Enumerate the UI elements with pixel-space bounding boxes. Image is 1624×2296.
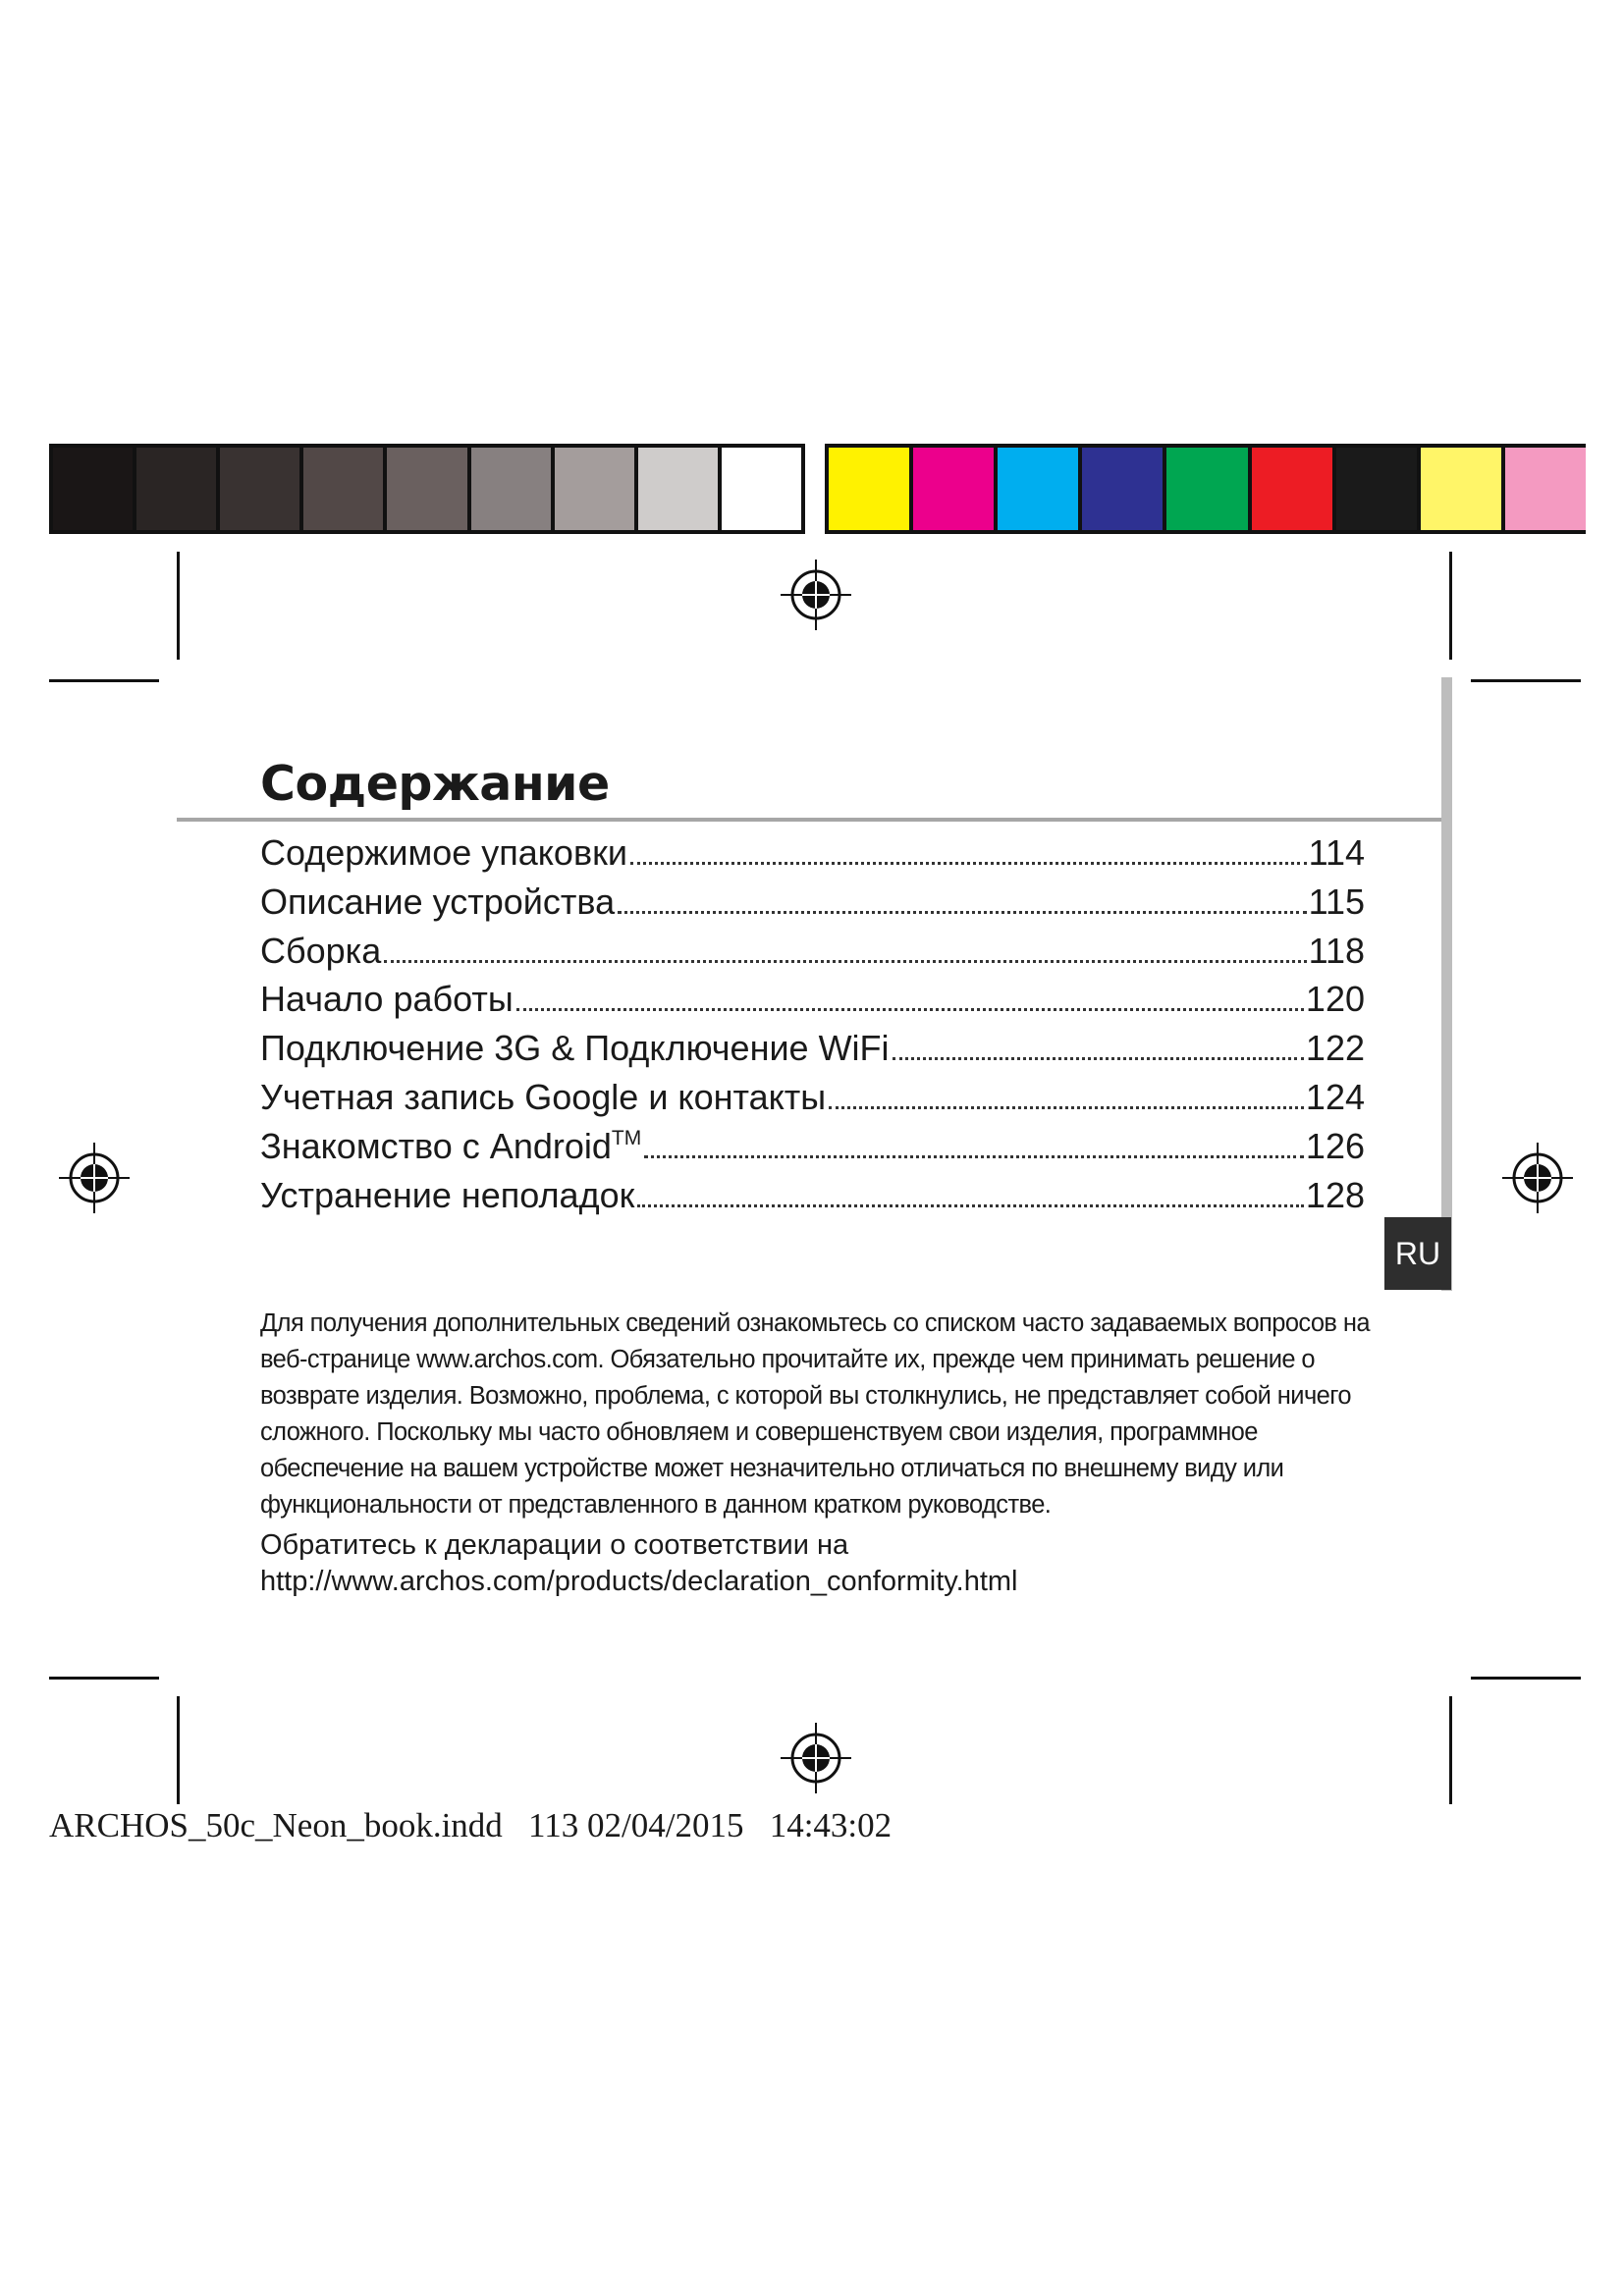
toc-entry-label: Сборка [260,930,382,971]
color-swatch [1336,448,1417,530]
toc-entry-label: Подключение 3G & Подключение WiFi [260,1028,890,1069]
toc-entry-label: Учетная запись Google и контакты [260,1076,827,1117]
toc-entry-page: 120 [1305,979,1365,1020]
crop-mark-bottom-left [177,1696,180,1804]
table-of-contents [260,832,1365,1223]
crop-mark-top-left [177,552,180,660]
toc-entry[interactable] [260,1126,1365,1175]
toc-entry-page: 115 [1308,881,1365,922]
gray-swatch [136,448,216,530]
toc-leader-dots [618,911,1306,914]
info-paragraph: Для получения дополнительных сведений ознакомьтесь со списком часто задаваемых вопросов на веб-странице www.archos.com. Обязательно прочитайте их, прежде чем принимать решение о возврате изделия. Возможно, проблема, с которой вы столкнулись, не представляет собой ничего сложного. Поскольку мы часто обновляем и совершенствуем свои изделия, программное обеспечение на вашем устройстве может незначительно отличаться по внешнему виду или функциональности от представленного в данном кратком руководстве. [260,1309,1370,1519]
language-tab: RU [1384,1217,1451,1290]
gray-swatch [638,448,718,530]
toc-leader-dots [637,1204,1304,1207]
side-rule [1441,677,1452,1291]
toc-entry[interactable] [260,931,1365,980]
color-swatch [998,448,1078,530]
color-swatch [1166,448,1247,530]
color-swatch [1252,448,1332,530]
toc-entry[interactable] [260,1077,1365,1126]
crop-mark-bottom-right [1449,1696,1452,1804]
toc-entry-page: 126 [1305,1125,1365,1166]
toc-entry-page: 114 [1308,832,1365,873]
registration-mark-left-icon [59,1143,130,1213]
toc-entry-page: 122 [1305,1028,1365,1069]
toc-entry[interactable] [260,881,1365,931]
crop-mark-top-left-h [49,679,159,682]
gray-swatch [722,448,801,530]
gray-swatch [471,448,551,530]
toc-entry[interactable] [260,1028,1365,1077]
grayscale-bar [49,444,805,534]
print-slug-footer: ARCHOS_50c_Neon_book.indd 113 02/04/2015 14:43:02 [49,1806,893,1844]
toc-entry-label: Начало работы [260,979,514,1020]
crop-mark-bottom-left-h [49,1677,159,1680]
toc-entry-label: Описание устройства [260,881,616,922]
gray-swatch [53,448,133,530]
toc-entry-page: 124 [1305,1076,1365,1117]
registration-mark-bottom-icon [781,1723,851,1793]
toc-entry-label-text: Знакомство с Android [260,1125,612,1166]
trademark-sup: TM [611,1126,642,1149]
toc-leader-dots [893,1057,1304,1060]
gray-swatch [555,448,634,530]
toc-entry-label [260,1126,641,1167]
gray-swatch [303,448,383,530]
registration-mark-top-icon [781,560,851,630]
title-rule [177,818,1443,822]
toc-leader-dots [644,1155,1304,1158]
toc-entry-label: Устранение неполадок [260,1174,635,1215]
gray-swatch [220,448,299,530]
toc-leader-dots [630,862,1307,865]
toc-entry[interactable] [260,979,1365,1028]
declaration-paragraph: Обратитесь к декларации о соответствии на http://www.archos.com/products/declaration_conformity.html [260,1529,1018,1597]
crop-mark-bottom-right-h [1471,1677,1581,1680]
toc-leader-dots [384,960,1306,963]
toc-entry-page: 118 [1308,930,1365,971]
color-swatch [1421,448,1501,530]
toc-entry-label: Содержимое упаковки [260,832,627,873]
color-swatch [1505,448,1586,530]
toc-leader-dots [516,1008,1304,1011]
crop-mark-top-right [1449,552,1452,660]
crop-mark-top-right-h [1471,679,1581,682]
gray-swatch [387,448,466,530]
color-bar [825,444,1586,534]
page-title: Содержание [260,756,610,812]
registration-mark-right-icon [1502,1143,1573,1213]
color-swatch [1082,448,1163,530]
color-swatch [913,448,994,530]
toc-leader-dots [829,1106,1304,1109]
toc-entry[interactable] [260,832,1365,881]
color-swatch [829,448,909,530]
toc-entry-page: 128 [1305,1174,1365,1215]
toc-entry[interactable] [260,1175,1365,1224]
